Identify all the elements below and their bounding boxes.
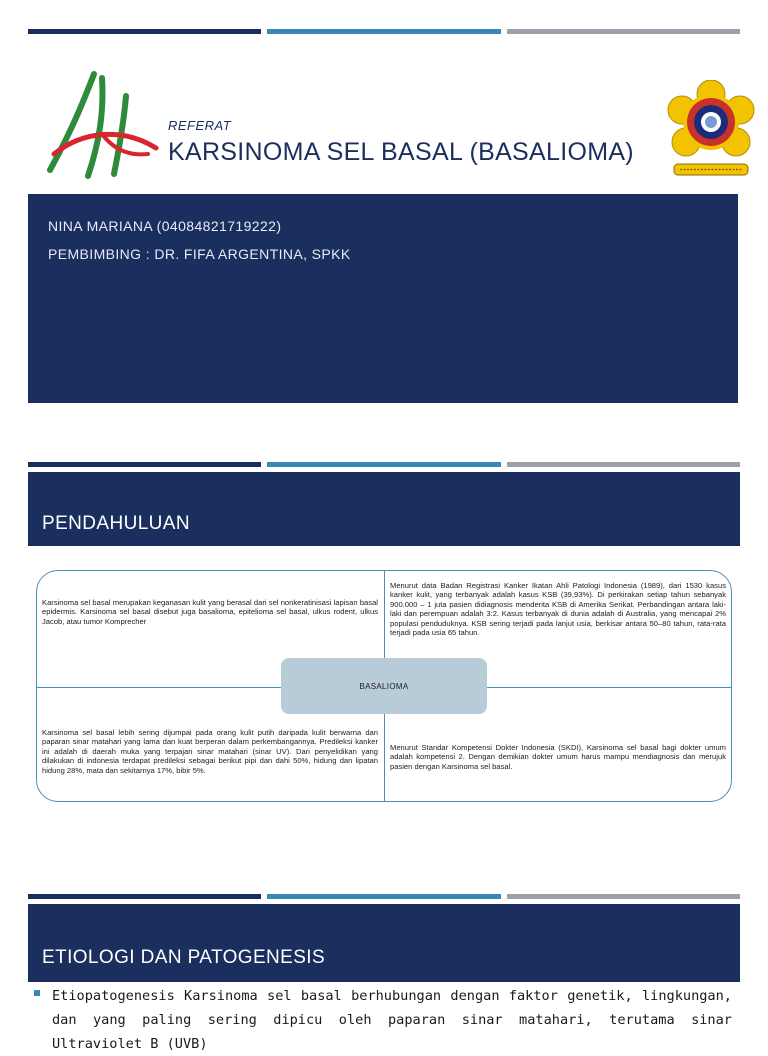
university-seal-icon (664, 80, 758, 180)
section-heading-etiologi: ETIOLOGI DAN PATOGENESIS (42, 947, 326, 968)
accent-bar-grey (507, 29, 740, 34)
section-accent-bars (28, 894, 740, 899)
matrix-cell-competency: Menurut Standar Kompetensi Dokter Indonesia (SKDI), Karsinoma sel basal bagi dokter umum adalah kompetensi 2. Dengan demikian dokter umum harus mampu mendiagnosis dan merujuk pasien dengan Karsinoma sel basal. (390, 743, 726, 771)
accent-bar-navy (28, 29, 261, 34)
matrix-cell-epidemiology: Menurut data Badan Registrasi Kanker Ikatan Ahli Patologi Indonesia (1989), dari 1530 kasus kanker kulit, yang terbanyak adalah kasus KSB (39,93%). Di perkirakan setiap tahun sebanyak 900.000 – 1 juta pasien didiagnosis menderita KSB di Amerika Serikat. Perbandingan antara laki-laki dan perempuan adalah 3:2. Kasus terbanyak di dunia adalah di Australia, yang mencapai 2% populasi penduduknya. KSB sering terjadi pada lanjut usia, berkisar antara 50–80 tahun, rata-rata terjadi pada usia 65 tahun. (390, 581, 726, 638)
slide-subtitle: REFERAT (168, 118, 232, 133)
supervisor-name: PEMBIMBING : DR. FIFA ARGENTINA, SPKK (48, 246, 351, 262)
accent-bar-grey (507, 462, 740, 467)
section-header (28, 472, 740, 546)
author-name: NINA MARIANA (04084821719222) (48, 218, 282, 234)
slide-title: KARSINOMA SEL BASAL (BASALIOMA) (168, 138, 634, 166)
center-label: BASALIOMA (359, 681, 409, 691)
section-accent-bars (28, 462, 740, 467)
section-heading-pendahuluan: PENDAHULUAN (42, 513, 190, 534)
matrix-cell-definition: Karsinoma sel basal merupakan keganasan kulit yang berasal dari sel nonkeratinisasi lapisan basal epidermis. Karsinoma sel basal disebut juga basalioma, epitelioma sel basal, ulkus rodent, ulkus Jacob, atau tumor Komprecher (42, 598, 378, 626)
accent-bar-blue (267, 29, 500, 34)
accent-bar-blue (267, 894, 500, 899)
bullet-text: Etiopatogenesis Karsinoma sel basal berhubungan dengan faktor genetik, lingkungan, dan yang paling sering dipicu oleh paparan sinar matahari, terutama sinar Ultraviolet B (UVB) (52, 988, 732, 1052)
accent-bar-navy (28, 462, 261, 467)
medical-faculty-logo-icon (44, 70, 162, 182)
matrix-cell-predilection: Karsinoma sel basal lebih sering dijumpai pada orang kulit putih daripada kulit berwarna dan paparan sinar matahari yang lama dan kuat berperan dalam perkembangannya. Predileksi kanker ini adalah di daerah muka yang terpajan sinar matahari (sinar UV). Dari penyelidikan yang dilakukan di indonesia terdapat predileksi sebagai berikut pipi dan dahi 50%, hidung dan lipatan hidung 28%, mata dan sekitarnya 17%, bibir 5%. (42, 728, 378, 775)
accent-bar-navy (28, 894, 261, 899)
center-label-box (281, 658, 487, 714)
title-info-panel (28, 194, 738, 403)
top-accent-bars (28, 29, 740, 34)
accent-bar-grey (507, 894, 740, 899)
bullet-square-icon (34, 990, 40, 996)
section-header (28, 904, 740, 982)
accent-bar-blue (267, 462, 500, 467)
